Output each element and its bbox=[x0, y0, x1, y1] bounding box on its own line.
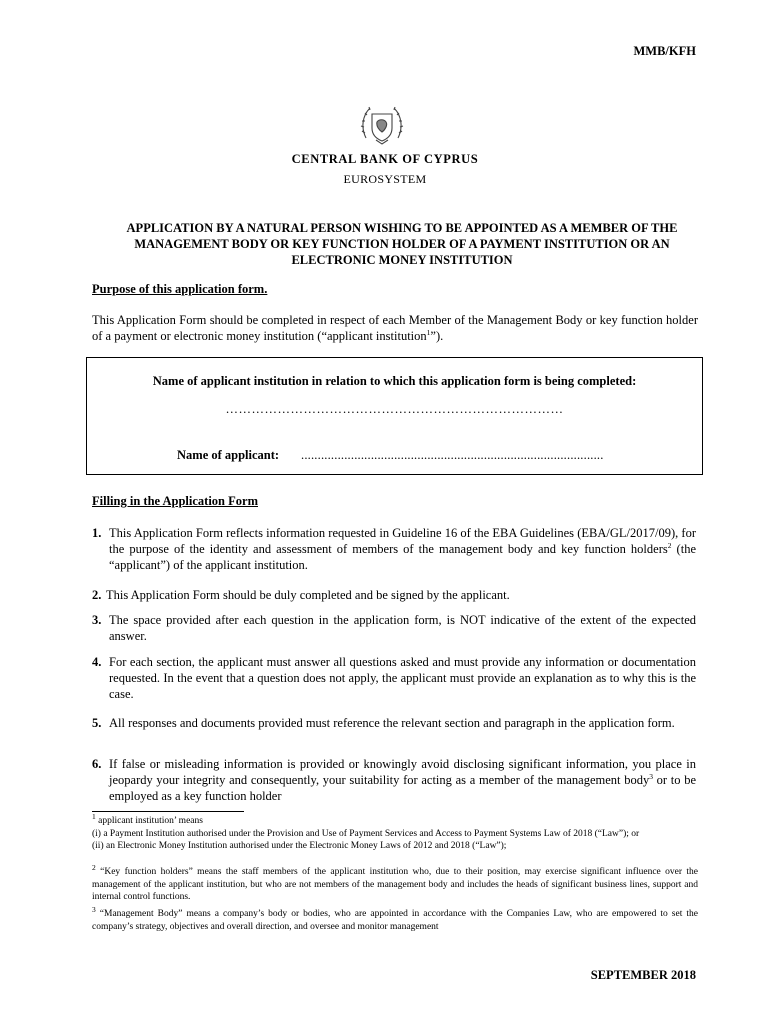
footnote-marker: 3 bbox=[92, 904, 96, 914]
applicant-name-field[interactable]: ........................................................................................... bbox=[301, 448, 604, 462]
footnote-text: (i) a Payment Institution authorised under the Provision and Use of Payment Services and Access to Payment Systems Law of 2018 (“Law”); or bbox=[92, 828, 640, 839]
instruction-item-6 bbox=[92, 756, 696, 804]
form-date: SEPTEMBER 2018 bbox=[590, 968, 696, 982]
purpose-text-body: This Application Form should be completed in respect of each Member of the Management Body or key function holder of a payment or electronic money institution (“applicant institution bbox=[92, 313, 698, 343]
footnote-2 bbox=[92, 862, 698, 904]
document-title: APPLICATION BY A NATURAL PERSON WISHING TO BE APPOINTED AS A MEMBER OF THE MANAGEMENT BODY OR KEY FUNCTION HOLDER OF A PAYMENT INSTITUTION OR AN ELECTRONIC MONEY INSTITUTION bbox=[126, 221, 678, 267]
item-number: 4. bbox=[92, 655, 102, 669]
footnote-1 bbox=[92, 811, 698, 853]
footnote-marker: 2 bbox=[92, 862, 96, 872]
item-text-body: This Application Form reflects information requested in Guideline 16 of the EBA Guidelines (EBA/GL/2017/09), for the purpose of the identity and assessment of members of the management body and key function holders bbox=[109, 526, 696, 556]
cyprus-seal-icon bbox=[358, 100, 406, 148]
purpose-text-end: ”). bbox=[430, 329, 444, 343]
form-reference: MMB/KFH bbox=[633, 44, 696, 58]
institution-name-question: Name of applicant institution in relation to which this application form is being completed: bbox=[152, 374, 637, 388]
item-number: 6. bbox=[92, 757, 102, 771]
footnote-text: (ii) an Electronic Money Institution authorised under the Electronic Money Laws of 2012 and 2018 (“Law”); bbox=[92, 841, 507, 852]
footnote-ref-2: 2 bbox=[667, 540, 672, 550]
footnote-marker: 1 bbox=[92, 811, 96, 821]
bank-name: CENTRAL BANK OF CYPRUS bbox=[291, 152, 479, 166]
item-number: 1. bbox=[92, 526, 102, 540]
institution-name-field[interactable]: …………………………………………………………………… bbox=[225, 402, 564, 416]
filling-heading: Filling in the Application Form bbox=[92, 494, 258, 508]
instruction-item-3 bbox=[92, 612, 696, 644]
item-text-end: or to be employed as a key function holder bbox=[109, 773, 697, 803]
footnote-text: applicant institution’ means bbox=[98, 816, 203, 826]
instruction-item-2 bbox=[92, 587, 696, 603]
item-text: The space provided after each question in the application form, is NOT indicative of the extent of the expected answer. bbox=[109, 613, 696, 643]
item-text: All responses and documents provided must reference the relevant section and paragraph in the application form. bbox=[109, 716, 675, 730]
footnote-ref-1: 1 bbox=[426, 327, 431, 337]
instruction-item-4 bbox=[92, 654, 696, 702]
item-text bbox=[92, 756, 696, 804]
applicant-name-label: Name of applicant: bbox=[177, 448, 280, 462]
instruction-item-5 bbox=[92, 715, 696, 731]
item-number: 5. bbox=[92, 716, 102, 730]
footnote-divider bbox=[92, 811, 244, 812]
footnote-3 bbox=[92, 904, 698, 933]
instruction-item-1 bbox=[92, 525, 696, 573]
footnote-text: “Management Body” means a company’s body or bodies, who are appointed in accordance with the Companies Law, who are empowered to set the company’s strategy, objectives and overall direction, and oversee and monitor management bbox=[92, 909, 698, 932]
footnote-text: “Key function holders” means the staff members of the applicant institution who, due to their position, may exercise significant influence over the management of the applicant institution, but who are not members of the management body and includes the heads of significant business lines, support and internal control functions. bbox=[92, 867, 698, 903]
applicant-info-box bbox=[86, 357, 703, 475]
item-text: For each section, the applicant must answer all questions asked and must provide any information or documentation requested. In the event that a question does not apply, the applicant must provide an explanation as to why this is the case. bbox=[109, 655, 696, 701]
item-text-end: (the “applicant”) of the applicant institution. bbox=[109, 542, 696, 572]
footnote-ref-3: 3 bbox=[649, 771, 653, 781]
item-text: This Application Form should be duly completed and be signed by the applicant. bbox=[106, 588, 510, 602]
purpose-heading: Purpose of this application form. bbox=[92, 282, 268, 296]
item-number: 2. bbox=[92, 588, 102, 602]
purpose-text bbox=[92, 312, 698, 344]
item-number: 3. bbox=[92, 613, 102, 627]
eurosystem-label: EUROSYSTEM bbox=[343, 172, 427, 186]
item-text bbox=[92, 525, 696, 573]
item-text-body: If false or misleading information is provided or knowingly avoid disclosing significant information, you place in jeopardy your integrity and consequently, your suitability for acting as a member of the management body bbox=[109, 757, 696, 787]
